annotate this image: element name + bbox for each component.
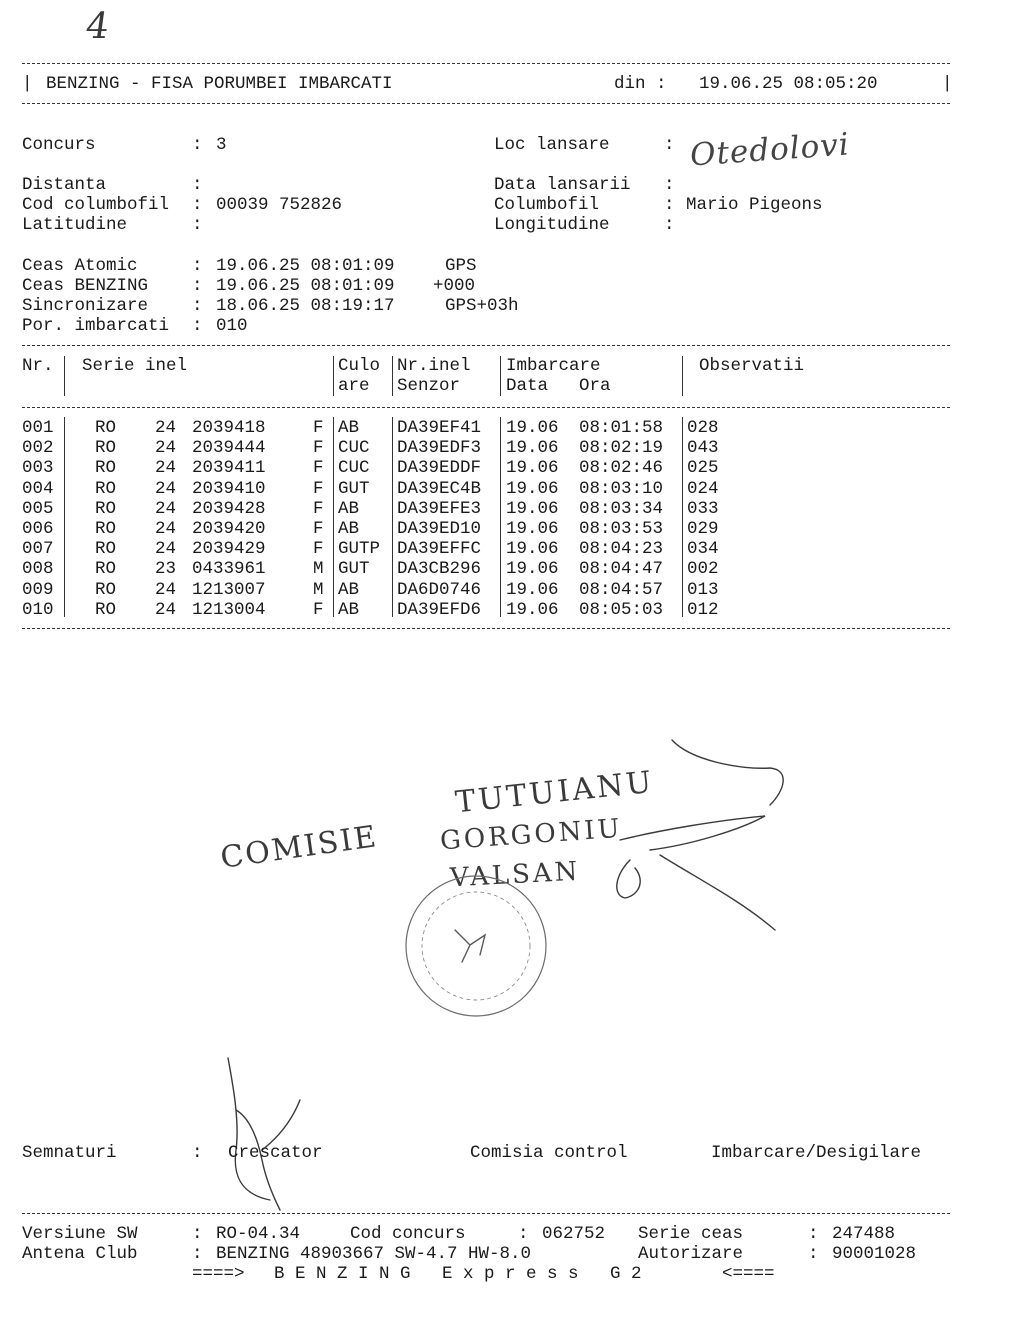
row-cell-time: 08:04:47 [579, 559, 664, 580]
row-cell-date: 19.06 [506, 498, 559, 519]
row-cell-sensor: DA39EFFC [397, 539, 482, 560]
row-cell-nr: 010 [22, 599, 54, 620]
row-cell-color: AB [338, 579, 360, 600]
autorizare-colon: : [808, 1244, 819, 1264]
row-cell-date: 19.06 [506, 519, 559, 539]
document-title: BENZING - FISA PORUMBEI IMBARCATI [46, 74, 393, 94]
loc-lansare-colon: : [664, 135, 675, 155]
row-cell-sensor: DA39EDF3 [397, 438, 482, 459]
antena-label: Antena Club [22, 1244, 138, 1264]
row-cell-time: 08:04:23 [579, 539, 664, 560]
row-cell-nr: 003 [22, 458, 54, 479]
ceas-atomic-extra: GPS [445, 256, 477, 276]
sincronizare-extra: GPS+03h [445, 296, 519, 316]
col-header-ora: Ora [579, 376, 611, 396]
row-cell-ring: 1213007 [192, 579, 266, 600]
header-left-border: | [22, 74, 33, 94]
row-cell-nr: 002 [22, 438, 54, 459]
row-cell-date: 19.06 [506, 579, 559, 600]
handwritten-name-1: TUTUIANU [453, 764, 656, 821]
latitudine-label: Latitudine [22, 215, 128, 235]
flourish-stroke-2 [620, 816, 765, 850]
row-cell-country: RO [95, 599, 117, 620]
row-cell-nr: 007 [22, 539, 54, 560]
row-cell-obs: 043 [687, 438, 719, 459]
row-cell-sensor: DA39EC4B [397, 478, 482, 499]
row-cell-year: 24 [155, 519, 177, 539]
row-cell-sensor: DA39EFD6 [397, 599, 482, 620]
row-cell-nr: 008 [22, 559, 54, 580]
antena-colon: : [192, 1244, 203, 1264]
footer-top-rule [22, 1213, 950, 1214]
row-cell-country: RO [95, 438, 117, 459]
row-cell-nr: 006 [22, 519, 54, 539]
columbofil-value: Mario Pigeons [686, 195, 823, 215]
row-cell-date: 19.06 [506, 438, 559, 459]
ceas-atomic-label: Ceas Atomic [22, 256, 138, 276]
comisia-control-label: Comisia control [470, 1143, 628, 1163]
row-cell-ring: 0433961 [192, 559, 266, 580]
cod-concurs-label: Cod concurs [350, 1224, 466, 1244]
concurs-value: 3 [216, 135, 227, 155]
serie-ceas-label: Serie ceas [638, 1224, 744, 1244]
handwritten-name-3: VALSAN [449, 856, 582, 894]
data-lansarii-colon: : [664, 175, 675, 195]
handwritten-comisie: COMISIE [218, 819, 381, 876]
row-cell-country: RO [95, 498, 117, 519]
row-cell-time: 08:03:34 [579, 498, 664, 519]
row-cell-sensor: DA3CB296 [397, 559, 482, 580]
header-din-label: din : [614, 74, 667, 94]
row-cell-obs: 025 [687, 458, 719, 479]
cod-concurs-colon: : [518, 1224, 529, 1244]
row-cell-year: 24 [155, 599, 177, 620]
row-cell-nr: 005 [22, 498, 54, 519]
row-cell-country: RO [95, 418, 117, 438]
col-header-culo: Culo [338, 356, 381, 376]
row-cell-sex: F [313, 599, 324, 620]
row-cell-obs: 002 [687, 559, 719, 580]
columbofil-colon: : [664, 195, 675, 215]
banner-right-arrow: <==== [722, 1264, 775, 1284]
versiune-colon: : [192, 1224, 203, 1244]
row-cell-country: RO [95, 458, 117, 479]
row-cell-color: GUTP [338, 539, 381, 560]
row-cell-nr: 001 [22, 418, 54, 438]
row-cell-sensor: DA6D0746 [397, 579, 482, 600]
cod-columbofil-colon: : [192, 195, 203, 215]
row-cell-obs: 029 [687, 519, 719, 539]
longitudine-colon: : [664, 215, 675, 235]
data-lansarii-label: Data lansarii [494, 175, 631, 195]
stamp-inner-ring [422, 892, 530, 1000]
row-cell-ring: 2039411 [192, 458, 266, 479]
row-cell-obs: 012 [687, 599, 719, 620]
row-cell-sensor: DA39EFE3 [397, 498, 482, 519]
row-cell-time: 08:05:03 [579, 599, 664, 620]
row-cell-sex: M [313, 579, 324, 600]
row-cell-obs: 013 [687, 579, 719, 600]
row-cell-country: RO [95, 519, 117, 539]
concurs-colon: : [192, 135, 203, 155]
row-cell-date: 19.06 [506, 418, 559, 438]
row-cell-ring: 2039420 [192, 519, 266, 539]
row-cell-color: AB [338, 519, 360, 539]
ceas-benzing-value: 19.06.25 08:01:09 [216, 276, 395, 296]
loc-lansare-handwritten: Otedolovi [688, 126, 851, 174]
handwritten-name-2: GORGONIU [439, 813, 624, 857]
row-cell-nr: 004 [22, 478, 54, 499]
versiune-label: Versiune SW [22, 1224, 138, 1244]
row-cell-country: RO [95, 478, 117, 499]
row-cell-sex: F [313, 418, 324, 438]
versiune-value: RO-04.34 [216, 1224, 301, 1244]
semnaturi-colon: : [192, 1143, 203, 1163]
row-cell-sex: F [313, 438, 324, 459]
row-cell-date: 19.06 [506, 559, 559, 580]
col-header-observatii: Observatii [699, 356, 805, 376]
row-cell-sex: F [313, 498, 324, 519]
col-header-senzor: Senzor [397, 376, 461, 396]
concurs-label: Concurs [22, 135, 96, 155]
col-header-are: are [338, 376, 370, 396]
stamp-outer-ring [406, 876, 546, 1016]
crescator-label: Crescator [228, 1143, 323, 1163]
cod-concurs-value: 062752 [542, 1224, 606, 1244]
distanta-colon: : [192, 175, 203, 195]
page-number-marker: 4 [83, 6, 112, 47]
row-cell-sex: F [313, 478, 324, 499]
por-imbarcati-colon: : [192, 316, 203, 336]
header-timestamp: 19.06.25 08:05:20 [699, 74, 878, 94]
row-cell-ring: 2039410 [192, 478, 266, 499]
row-cell-color: AB [338, 599, 360, 620]
ceas-benzing-extra: +000 [433, 276, 476, 296]
row-cell-year: 24 [155, 539, 177, 560]
row-cell-sex: F [313, 539, 324, 560]
row-cell-nr: 009 [22, 579, 54, 600]
row-cell-time: 08:01:58 [579, 418, 664, 438]
row-cell-country: RO [95, 579, 117, 600]
col-header-nrinel: Nr.inel [397, 356, 471, 376]
ceas-atomic-value: 19.06.25 08:01:09 [216, 256, 395, 276]
col-header-imbarcare: Imbarcare [506, 356, 601, 376]
ceas-atomic-colon: : [192, 256, 203, 276]
serie-ceas-colon: : [808, 1224, 819, 1244]
header-right-border: | [942, 74, 953, 94]
row-cell-date: 19.06 [506, 539, 559, 560]
imbarcare-desigilare-label: Imbarcare/Desigilare [711, 1143, 922, 1163]
row-cell-ring: 2039444 [192, 438, 266, 459]
row-cell-date: 19.06 [506, 599, 559, 620]
row-cell-year: 24 [155, 478, 177, 499]
row-cell-time: 08:03:10 [579, 478, 664, 499]
longitudine-label: Longitudine [494, 215, 610, 235]
row-cell-country: RO [95, 559, 117, 580]
row-cell-ring: 2039418 [192, 418, 266, 438]
por-imbarcati-label: Por. imbarcati [22, 316, 170, 336]
row-cell-ring: 2039428 [192, 498, 266, 519]
row-cell-time: 08:04:57 [579, 579, 664, 600]
row-cell-year: 24 [155, 458, 177, 479]
row-cell-color: AB [338, 418, 360, 438]
col-header-serie: Serie inel [82, 356, 188, 376]
row-cell-country: RO [95, 539, 117, 560]
row-cell-date: 19.06 [506, 458, 559, 479]
row-cell-ring: 1213004 [192, 599, 266, 620]
ceas-benzing-colon: : [192, 276, 203, 296]
row-cell-date: 19.06 [506, 478, 559, 499]
col-header-data: Data [506, 376, 549, 396]
row-cell-year: 24 [155, 418, 177, 438]
col-header-nr: Nr. [22, 356, 54, 376]
antena-value: BENZING 48903667 SW-4.7 HW-8.0 [216, 1244, 532, 1264]
row-cell-year: 24 [155, 579, 177, 600]
sincronizare-value: 18.06.25 08:19:17 [216, 296, 395, 316]
loc-lansare-label: Loc lansare [494, 135, 610, 155]
banner-text: B E N Z I N G E x p r e s s G 2 [274, 1264, 642, 1284]
row-cell-year: 24 [155, 438, 177, 459]
row-cell-obs: 028 [687, 418, 719, 438]
row-cell-color: CUC [338, 458, 370, 479]
sincronizare-label: Sincronizare [22, 296, 149, 316]
crescator-signature-1 [228, 1058, 270, 1200]
serie-ceas-value: 247488 [832, 1224, 896, 1244]
row-cell-sex: F [313, 458, 324, 479]
row-cell-time: 08:02:46 [579, 458, 664, 479]
row-cell-color: CUC [338, 438, 370, 459]
row-cell-color: AB [338, 498, 360, 519]
latitudine-colon: : [192, 215, 203, 235]
flourish-stroke-4 [617, 860, 640, 898]
autorizare-label: Autorizare [638, 1244, 744, 1264]
row-cell-time: 08:03:53 [579, 519, 664, 539]
row-cell-ring: 2039429 [192, 539, 266, 560]
flourish-stroke-3 [660, 855, 775, 930]
row-cell-sex: F [313, 519, 324, 539]
cod-columbofil-label: Cod columbofil [22, 195, 170, 215]
row-cell-sensor: DA39EDDF [397, 458, 482, 479]
por-imbarcati-value: 010 [216, 316, 248, 336]
row-cell-color: GUT [338, 559, 370, 580]
row-cell-year: 24 [155, 498, 177, 519]
sincronizare-colon: : [192, 296, 203, 316]
ceas-benzing-label: Ceas BENZING [22, 276, 149, 296]
row-cell-obs: 024 [687, 478, 719, 499]
row-cell-year: 23 [155, 559, 177, 580]
row-cell-sensor: DA39ED10 [397, 519, 482, 539]
stamp-emblem [455, 930, 485, 962]
row-cell-color: GUT [338, 478, 370, 499]
row-cell-time: 08:02:19 [579, 438, 664, 459]
semnaturi-label: Semnaturi [22, 1143, 117, 1163]
autorizare-value: 90001028 [832, 1244, 917, 1264]
flourish-stroke-1 [672, 740, 783, 805]
columbofil-label: Columbofil [494, 195, 600, 215]
row-cell-sex: M [313, 559, 324, 580]
row-cell-obs: 033 [687, 498, 719, 519]
banner-left-arrow: ====> [192, 1264, 245, 1284]
cod-columbofil-value: 00039 752826 [216, 195, 343, 215]
row-cell-obs: 034 [687, 539, 719, 560]
row-cell-sensor: DA39EF41 [397, 418, 482, 438]
distanta-label: Distanta [22, 175, 107, 195]
